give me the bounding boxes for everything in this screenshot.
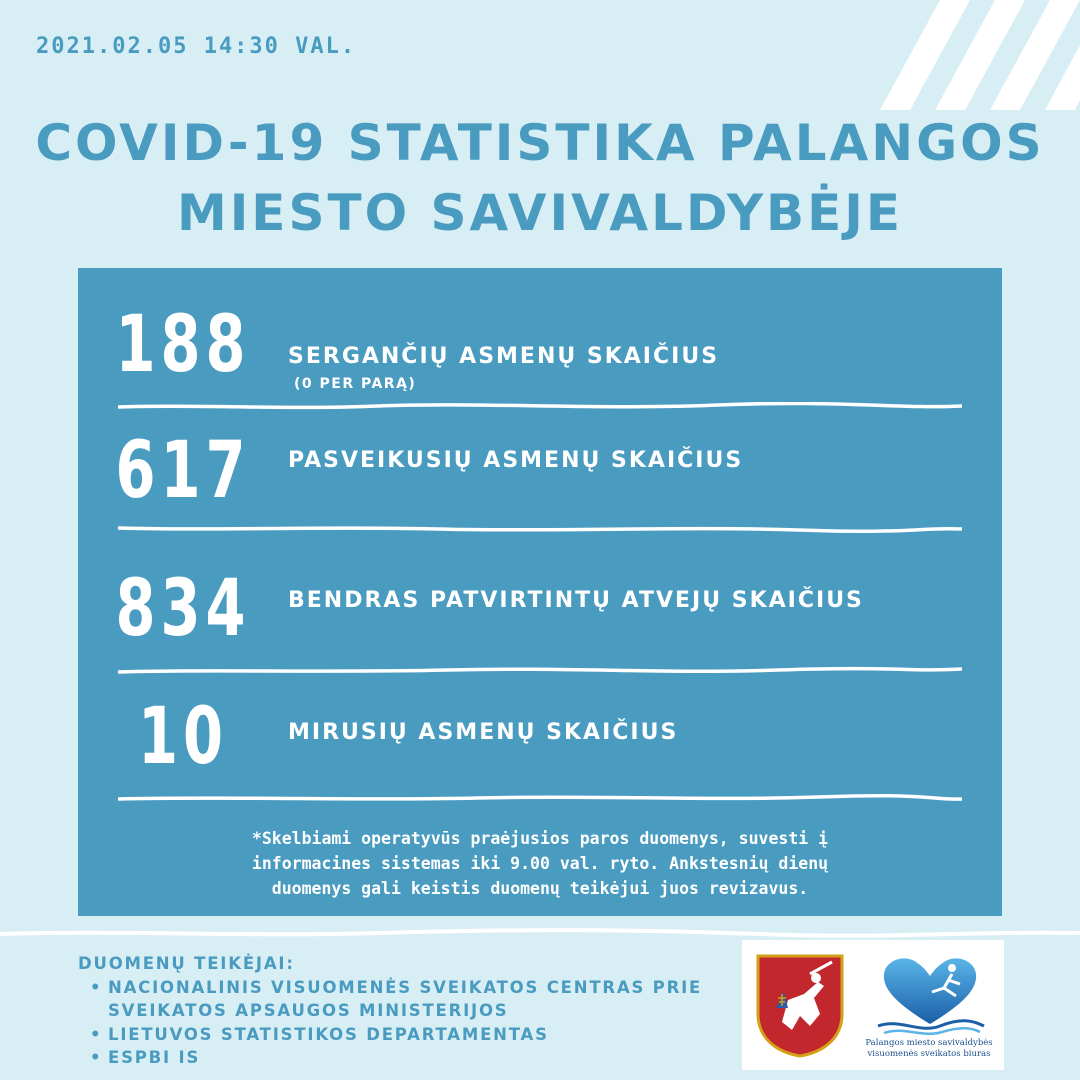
footnote (178, 826, 902, 901)
title-line-1: COVID-19 STATISTIKA PALANGOS (35, 114, 1045, 172)
coat-of-arms-logo (754, 952, 846, 1058)
footnote-line-2: informacines sistemas iki 9.00 val. ryto. Ankstesnių dienų (251, 854, 829, 873)
decorative-stripes (820, 0, 1080, 110)
stat-value: 10 (138, 692, 228, 782)
divider (118, 524, 962, 534)
stat-label: BENDRAS PATVIRTINTŲ ATVEJŲ SKAIČIUS (288, 588, 864, 613)
list-item: • ESPBI IS (90, 1046, 738, 1070)
stat-label: SERGANČIŲ ASMENŲ SKAIČIUS (288, 344, 720, 369)
timestamp: 2021.02.05 14:30 VAL. (36, 34, 357, 59)
logo-caption-line-1: Palangos miesto savivaldybės (865, 1038, 993, 1048)
divider (118, 666, 962, 676)
list-item: • LIETUVOS STATISTIKOS DEPARTAMENTAS (90, 1023, 738, 1047)
divider (118, 794, 962, 804)
providers-list (78, 976, 738, 1070)
data-providers (78, 952, 738, 1070)
divider (118, 402, 962, 412)
logos-box (742, 940, 1004, 1070)
footnote-line-3: duomenys gali keistis duomenų teikėjui juos revizavus. (271, 879, 809, 898)
stat-label: PASVEIKUSIŲ ASMENŲ SKAIČIUS (288, 448, 744, 473)
list-item: • NACIONALINIS VISUOMENĖS SVEIKATOS CENTRAS PRIE SVEIKATOS APSAUGOS MINISTERIJOS (90, 976, 738, 1023)
logo-caption-line-2: visuomenės sveikatos biuras (867, 1049, 991, 1059)
logo-caption (850, 1038, 1008, 1060)
stat-value: 617 (115, 426, 251, 516)
stat-label: MIRUSIŲ ASMENŲ SKAIČIUS (288, 720, 679, 745)
providers-heading: DUOMENŲ TEIKĖJAI: (78, 954, 295, 973)
title-line-2: MIESTO SAVIVALDYBĖJE (176, 184, 904, 242)
heart-logo (860, 946, 1000, 1038)
stat-sublabel: (0 PER PARĄ) (294, 376, 417, 392)
stats-panel (78, 268, 1002, 916)
footnote-line-1: *Skelbiami operatyvūs praėjusios paros duomenys, suvesti į (251, 829, 829, 848)
divider (0, 925, 1080, 941)
page-title (0, 108, 1080, 248)
stat-value: 834 (115, 564, 251, 654)
stat-value: 188 (115, 300, 251, 390)
